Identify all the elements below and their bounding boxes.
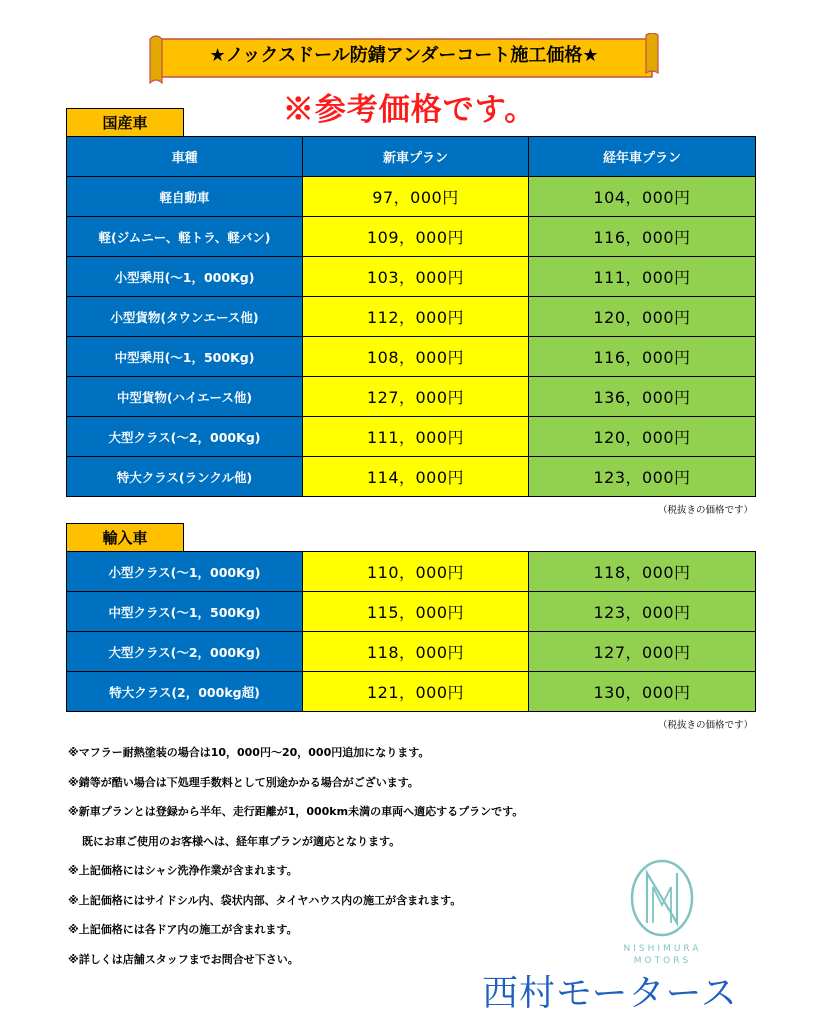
table-row bbox=[67, 672, 756, 712]
logo-line-1: NISHIMURA bbox=[623, 944, 702, 954]
vehicle-type: 中型乗用(～1，500Kg) bbox=[67, 337, 303, 377]
new-plan-price: 114，000円 bbox=[303, 457, 529, 497]
vehicle-type: 小型クラス(～1，000Kg) bbox=[67, 552, 303, 592]
new-plan-price: 109，000円 bbox=[303, 217, 529, 257]
title-banner bbox=[148, 33, 660, 85]
table-row bbox=[67, 337, 756, 377]
header-new-plan: 新車プラン bbox=[303, 137, 529, 177]
aged-plan-price: 136，000円 bbox=[529, 377, 756, 417]
table-row bbox=[67, 632, 756, 672]
new-plan-price: 121，000円 bbox=[303, 672, 529, 712]
aged-plan-price: 130，000円 bbox=[529, 672, 756, 712]
vehicle-type: 大型クラス(～2，000Kg) bbox=[67, 417, 303, 457]
new-plan-price: 108，000円 bbox=[303, 337, 529, 377]
new-plan-price: 115，000円 bbox=[303, 592, 529, 632]
new-plan-price: 118，000円 bbox=[303, 632, 529, 672]
tax-note-imported: （税抜きの価格です） bbox=[657, 720, 753, 731]
domestic-price-table bbox=[66, 136, 756, 497]
header-vehicle-type: 車種 bbox=[67, 137, 303, 177]
logo-line-2: MOTORS bbox=[633, 956, 692, 966]
table-row bbox=[67, 592, 756, 632]
vehicle-type: 特大クラス(ランクル他) bbox=[67, 457, 303, 497]
vehicle-type: 軽(ジムニー、軽トラ、軽バン) bbox=[67, 217, 303, 257]
page-title: ★ノックスドール防錆アンダーコート施工価格★ bbox=[209, 45, 599, 66]
note-item: ※錆等が酷い場合は下処理手数料として別途かかる場合がございます。 bbox=[68, 775, 419, 789]
new-plan-price: 111，000円 bbox=[303, 417, 529, 457]
header-aged-plan: 経年車プラン bbox=[529, 137, 756, 177]
notes-list bbox=[68, 738, 523, 974]
new-plan-price: 127，000円 bbox=[303, 377, 529, 417]
reference-price-notice: ※参考価格です。 bbox=[282, 92, 537, 128]
aged-plan-price: 104，000円 bbox=[529, 177, 756, 217]
nm-monogram-logo-icon bbox=[627, 857, 697, 939]
vehicle-type: 特大クラス(2，000kg超) bbox=[67, 672, 303, 712]
aged-plan-price: 116，000円 bbox=[529, 337, 756, 377]
vehicle-type: 中型貨物(ハイエース他) bbox=[67, 377, 303, 417]
aged-plan-price: 123，000円 bbox=[529, 457, 756, 497]
new-plan-price: 112，000円 bbox=[303, 297, 529, 337]
table-row bbox=[67, 377, 756, 417]
aged-plan-price: 118，000円 bbox=[529, 552, 756, 592]
aged-plan-price: 116，000円 bbox=[529, 217, 756, 257]
tax-note-domestic: （税抜きの価格です） bbox=[657, 505, 753, 516]
vehicle-type: 大型クラス(～2，000Kg) bbox=[67, 632, 303, 672]
section-tab-domestic: 国産車 bbox=[66, 108, 184, 136]
aged-plan-price: 127，000円 bbox=[529, 632, 756, 672]
table-row bbox=[67, 177, 756, 217]
note-item: ※新車プランとは登録から半年、走行距離が1，000km未満の車両へ適応するプランです。 bbox=[68, 805, 524, 818]
table-header-row bbox=[67, 137, 756, 177]
aged-plan-price: 120，000円 bbox=[529, 417, 756, 457]
logo-wordmark bbox=[600, 943, 725, 967]
note-item: ※上記価格には各ドア内の施工が含まれます。 bbox=[68, 923, 298, 936]
aged-plan-price: 120，000円 bbox=[529, 297, 756, 337]
table-row bbox=[67, 217, 756, 257]
new-plan-price: 110，000円 bbox=[303, 552, 529, 592]
imported-price-table bbox=[66, 551, 756, 712]
table-row bbox=[67, 257, 756, 297]
section-tab-imported: 輸入車 bbox=[66, 523, 184, 551]
table-row bbox=[67, 417, 756, 457]
new-plan-price: 97，000円 bbox=[303, 177, 529, 217]
aged-plan-price: 111，000円 bbox=[529, 257, 756, 297]
vehicle-type: 小型貨物(タウンエース他) bbox=[67, 297, 303, 337]
company-name: 西村モータース bbox=[482, 973, 738, 1014]
vehicle-type: 軽自動車 bbox=[67, 177, 303, 217]
note-item: ※詳しくは店舗スタッフまでお問合せ下さい。 bbox=[68, 952, 299, 966]
table-row bbox=[67, 552, 756, 592]
aged-plan-price: 123，000円 bbox=[529, 592, 756, 632]
note-item: ※上記価格にはサイドシル内、袋状内部、タイヤハウス内の施工が含まれます。 bbox=[68, 893, 462, 907]
note-item: ※マフラー耐熱塗装の場合は10，000円～20，000円追加になります。 bbox=[68, 746, 430, 759]
note-item: 既にお車ご使用のお客様へは、経年車プランが適応となります。 bbox=[82, 834, 401, 848]
table-row bbox=[67, 457, 756, 497]
table-row bbox=[67, 297, 756, 337]
vehicle-type: 中型クラス(～1，500Kg) bbox=[67, 592, 303, 632]
new-plan-price: 103，000円 bbox=[303, 257, 529, 297]
note-item: ※上記価格にはシャシ洗浄作業が含まれます。 bbox=[68, 864, 298, 877]
vehicle-type: 小型乗用(～1，000Kg) bbox=[67, 257, 303, 297]
